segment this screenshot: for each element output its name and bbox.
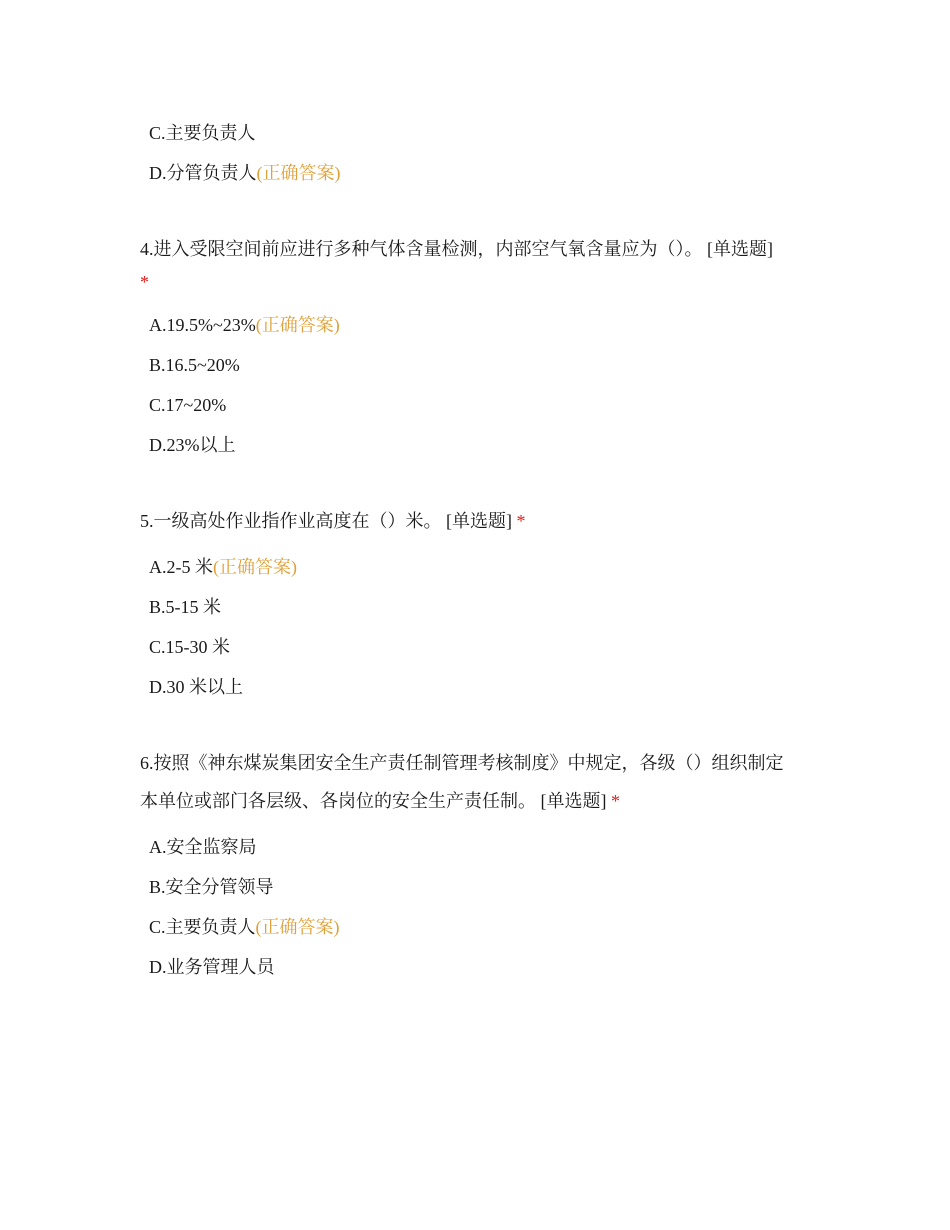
option-5c: C.15-30 米 — [149, 637, 230, 657]
option-3d: D.分管负责人(正确答案) — [149, 163, 341, 183]
option-5a: A.2-5 米(正确答案) — [149, 557, 297, 577]
required-mark: * — [516, 511, 526, 531]
option-5b: B.5-15 米 — [149, 597, 221, 617]
option-4d: D.23%以上 — [149, 435, 236, 455]
question-4-text: 4.进入受限空间前应进行多种气体含量检测，内部空气氧含量应为（）。 [单选题] — [140, 239, 773, 259]
correct-answer-tag: (正确答案) — [255, 917, 340, 937]
question-5-text: 5.一级高处作业指作业高度在（）米。 [单选题] * — [140, 511, 526, 531]
option-5d: D.30 米以上 — [149, 677, 243, 697]
required-mark: * — [140, 272, 149, 292]
option-6d: D.业务管理人员 — [149, 957, 275, 977]
option-4c: C.17~20% — [149, 395, 227, 415]
correct-answer-tag: (正确答案) — [256, 163, 341, 183]
option-4b: B.16.5~20% — [149, 355, 240, 375]
option-6b: B.安全分管领导 — [149, 877, 274, 897]
option-6c: C.主要负责人(正确答案) — [149, 917, 340, 937]
required-mark: * — [611, 791, 620, 811]
option-6a: A.安全监察局 — [149, 837, 257, 857]
correct-answer-tag: (正确答案) — [213, 557, 297, 577]
option-4a: A.19.5%~23%(正确答案) — [149, 315, 340, 335]
correct-answer-tag: (正确答案) — [255, 315, 340, 335]
question-6-text-line2: 本单位或部门各层级、各岗位的安全生产责任制。 [单选题] * — [140, 791, 620, 811]
question-6-text-line1: 6.按照《神东煤炭集团安全生产责任制管理考核制度》中规定，各级（）组织制定 — [140, 753, 784, 773]
option-3c: C.主要负责人 — [149, 123, 256, 143]
